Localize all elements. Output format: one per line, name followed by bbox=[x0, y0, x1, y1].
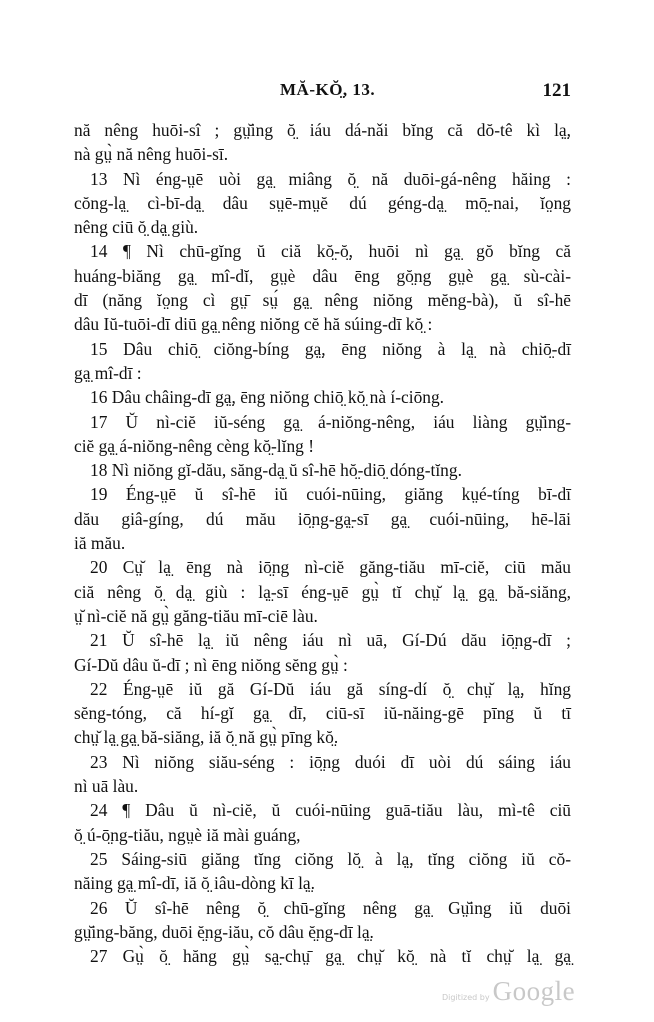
text-line: iă mău. bbox=[74, 533, 126, 554]
text-line: dău giâ-gíng, dú mău iō̤ng-gạ̤-sī gạ̤ cuói-nūing, hē-lāi bbox=[74, 508, 571, 529]
text-line: dâu Iŭ-tuōi-dī diū gạ̤ nêng niŏng cĕ hă súing-dī kŏ̤ : bbox=[74, 314, 433, 335]
text-line: 25 Sáing-siū giăng tĭng ciŏng lŏ̤ à lạ̤, tĭng ciŏng iŭ cŏ- bbox=[90, 848, 571, 869]
text-line: năing gạ̤ mî-dī, iă ŏ̤ iâu-dòng kī lạ̤. bbox=[74, 873, 315, 894]
text-line: 20 Cṳ̆ lạ̤ ēng nà iō̤ng nì-ciĕ găng-tiău mī-ciĕ, ciū mău bbox=[90, 557, 571, 578]
text-line: 14 ¶ Nì chū-gĭng ŭ ciă kŏ̤-ŏ̤, huōi nì gạ̤ gŏ bĭng că bbox=[90, 241, 571, 262]
text-line: 16 Dâu châing-dī gạ̤, ēng niŏng chiō̤ kŏ̤ nà í-ciōng. bbox=[90, 387, 445, 408]
text-line: Gí-Dŭ dâu ŭ-dī ; nì ēng niŏng sĕng gṳ̀ : bbox=[74, 654, 348, 675]
text-line: 22 Éng-ṳē iŭ gă Gí-Dŭ iáu gă síng-dí ŏ̤ chṳ̆ lạ̤, hĭng bbox=[90, 678, 571, 699]
text-line: cŏng-lạ̤ cì-bī-dạ̤ dâu sṳē-mṳĕ dú géng-dạ̤ mō̤-nai, ĭo̤ng bbox=[74, 192, 571, 213]
text-line: 27 Gṳ̀ ŏ̤ hăng gṳ̀ sạ̤-chṳ̄ gạ̤ chṳ̆ kŏ̤ nà tĭ chṳ̆ lạ̤ gạ̤ bbox=[90, 946, 571, 967]
running-head: MĂ-KŎ̤, 13. bbox=[280, 80, 376, 99]
text-line: ciă nêng ŏ̤ dạ̤ giù : lạ̤-sī éng-ṳē gṳ̀ tĭ chṳ̆ lạ̤ gạ̤ bă-siăng, bbox=[74, 581, 571, 602]
text-line: 26 Ŭ sî-hē nêng ŏ̤ chū-gĭng nêng gạ̤ Gṳ̆ing iŭ duōi bbox=[90, 897, 571, 918]
text-line: 17 Ŭ nì-ciĕ iŭ-séng gạ̤ á-niŏng-nêng, iáu liàng gṳ̆ing- bbox=[90, 411, 571, 432]
watermark-prefix: Digitized by bbox=[442, 993, 490, 1002]
text-line: gṳ̆ing-băng, duōi ĕ̤ng-iău, cŏ dâu ĕ̤ng-dī lạ̤. bbox=[74, 921, 374, 942]
text-line: 24 ¶ Dâu ŭ nì-ciĕ, ŭ cuói-nūing guā-tiău làu, mì-tê ciū bbox=[90, 800, 571, 821]
google-logo: Google bbox=[492, 976, 576, 1006]
text-line: ŏ̤ ú-ō̤ng-tiău, ngṳè iă mài guáng, bbox=[74, 824, 301, 845]
text-line: chṳ̆ lạ̤ gạ̤ bă-siăng, iă ŏ̤ nă gṳ̀ pīng kŏ̤. bbox=[74, 727, 339, 748]
text-line: ṳ̆ nì-ciĕ nă gṳ̀ găng-tiău mī-ciē làu. bbox=[74, 605, 318, 626]
text-line: ciĕ gạ̤ á-niŏng-nêng cèng kŏ̤-lĭng ! bbox=[74, 435, 314, 456]
text-line: 19 Éng-ṳē ŭ sî-hē iŭ cuói-nūing, giăng kṳé-tíng bī-dī bbox=[90, 484, 571, 505]
text-line: nêng ciū ŏ̤ dạ̤ giù. bbox=[74, 217, 199, 238]
text-line: 15 Dâu chiō̤ ciŏng-bíng gạ̤, ēng niŏng à lạ̤ nà chiō̤-dī bbox=[90, 338, 571, 359]
text-line: 18 Nì niŏng gĭ-dău, săng-dạ̤ ŭ sî-hē hŏ̤-diō̤ dóng-tĭng. bbox=[90, 460, 462, 481]
text-line: huáng-biăng gạ̤ mî-dĭ, gṳè dâu ēng gŏ̤ng gṳè gạ̤ sù-cài- bbox=[74, 265, 571, 286]
text-line: dī (năng ĭo̤ng cì gṳ̄ sṳ́ gạ̤ nêng niŏng mĕng-bà), ŭ sî-hē bbox=[74, 290, 571, 311]
text-line: nà gṳ̀ nă nêng huōi-sī. bbox=[74, 144, 229, 165]
text-line: 23 Nì niŏng siău-séng : iō̤ng duói dī uòi dú sáing iáu bbox=[90, 751, 571, 772]
text-line: sĕng-tóng, că hí-gĭ gạ̤ dī, ciū-sī iŭ-năing-gē pīng ŭ tī bbox=[74, 703, 571, 724]
text-body bbox=[74, 118, 571, 968]
text-line: nă nêng huōi-sî ; gṳ̆ing ŏ̤ iáu dá-nǎi bĭng că dŏ-tê kì lạ̤, bbox=[74, 120, 571, 140]
text-line: nì uā làu. bbox=[74, 776, 139, 797]
text-line: gạ̤ mî-dī : bbox=[74, 362, 142, 383]
google-watermark bbox=[442, 976, 575, 1007]
text-line: 21 Ŭ sî-hē lạ̤ iŭ nêng iáu nì uā, Gí-Dú dău iō̤ng-dī ; bbox=[90, 630, 571, 651]
text-line: 13 Nì éng-ṳē uòi gạ̤ miâng ŏ̤ nă duōi-gá-nêng hăing : bbox=[90, 168, 571, 189]
page-number: 121 bbox=[542, 80, 571, 101]
page-header bbox=[74, 80, 571, 104]
